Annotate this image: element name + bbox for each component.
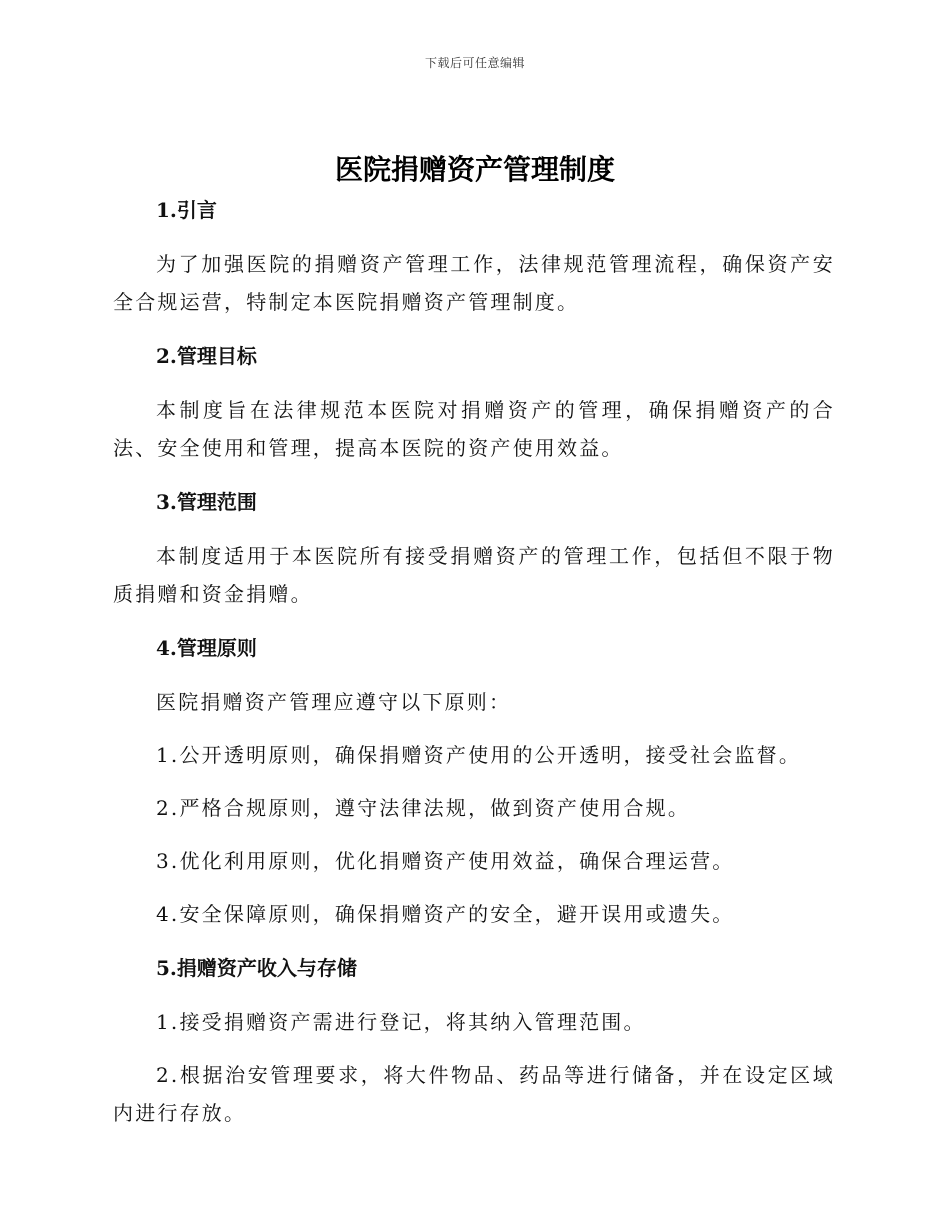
- section-heading: 3.管理范围: [156, 490, 257, 514]
- list-item: 2.根据治安管理要求，将大件物品、药品等进行储备，并在设定区域内进行存放。: [113, 1063, 835, 1125]
- document-title: 医院捐赠资产管理制度: [334, 153, 615, 186]
- section-heading: 5.捐赠资产收入与存储: [156, 956, 357, 980]
- list-item: 1.公开透明原则，确保捐赠资产使用的公开透明，接受社会监督。: [156, 743, 802, 767]
- list-item: 1.接受捐赠资产需进行登记，将其纳入管理范围。: [156, 1010, 646, 1034]
- header-note: 下载后可任意编辑: [424, 56, 525, 70]
- list-item: 3.优化利用原则，优化捐赠资产使用效益，确保合理运营。: [156, 849, 735, 873]
- paragraph: 本制度旨在法律规范本医院对捐赠资产的管理，确保捐赠资产的合法、安全使用和管理，提高本医院的资产使用效益。: [113, 398, 835, 460]
- paragraph: 为了加强医院的捐赠资产管理工作，法律规范管理流程，确保资产安全合规运营，特制定本医院捐赠资产管理制度。: [113, 252, 835, 314]
- section-heading: 4.管理原则: [156, 636, 257, 660]
- paragraph: 医院捐赠资产管理应遵守以下原则：: [156, 690, 512, 714]
- paragraph: 本制度适用于本医院所有接受捐赠资产的管理工作，包括但不限于物质捐赠和资金捐赠。: [113, 544, 835, 606]
- list-item: 4.安全保障原则，确保捐赠资产的安全，避开误用或遗失。: [156, 902, 735, 926]
- section-heading: 2.管理目标: [156, 344, 257, 368]
- document-body: [113, 196, 835, 1132]
- list-item: 2.严格合规原则，遵守法律法规，做到资产使用合规。: [156, 796, 691, 820]
- section-heading: 1.引言: [156, 198, 217, 222]
